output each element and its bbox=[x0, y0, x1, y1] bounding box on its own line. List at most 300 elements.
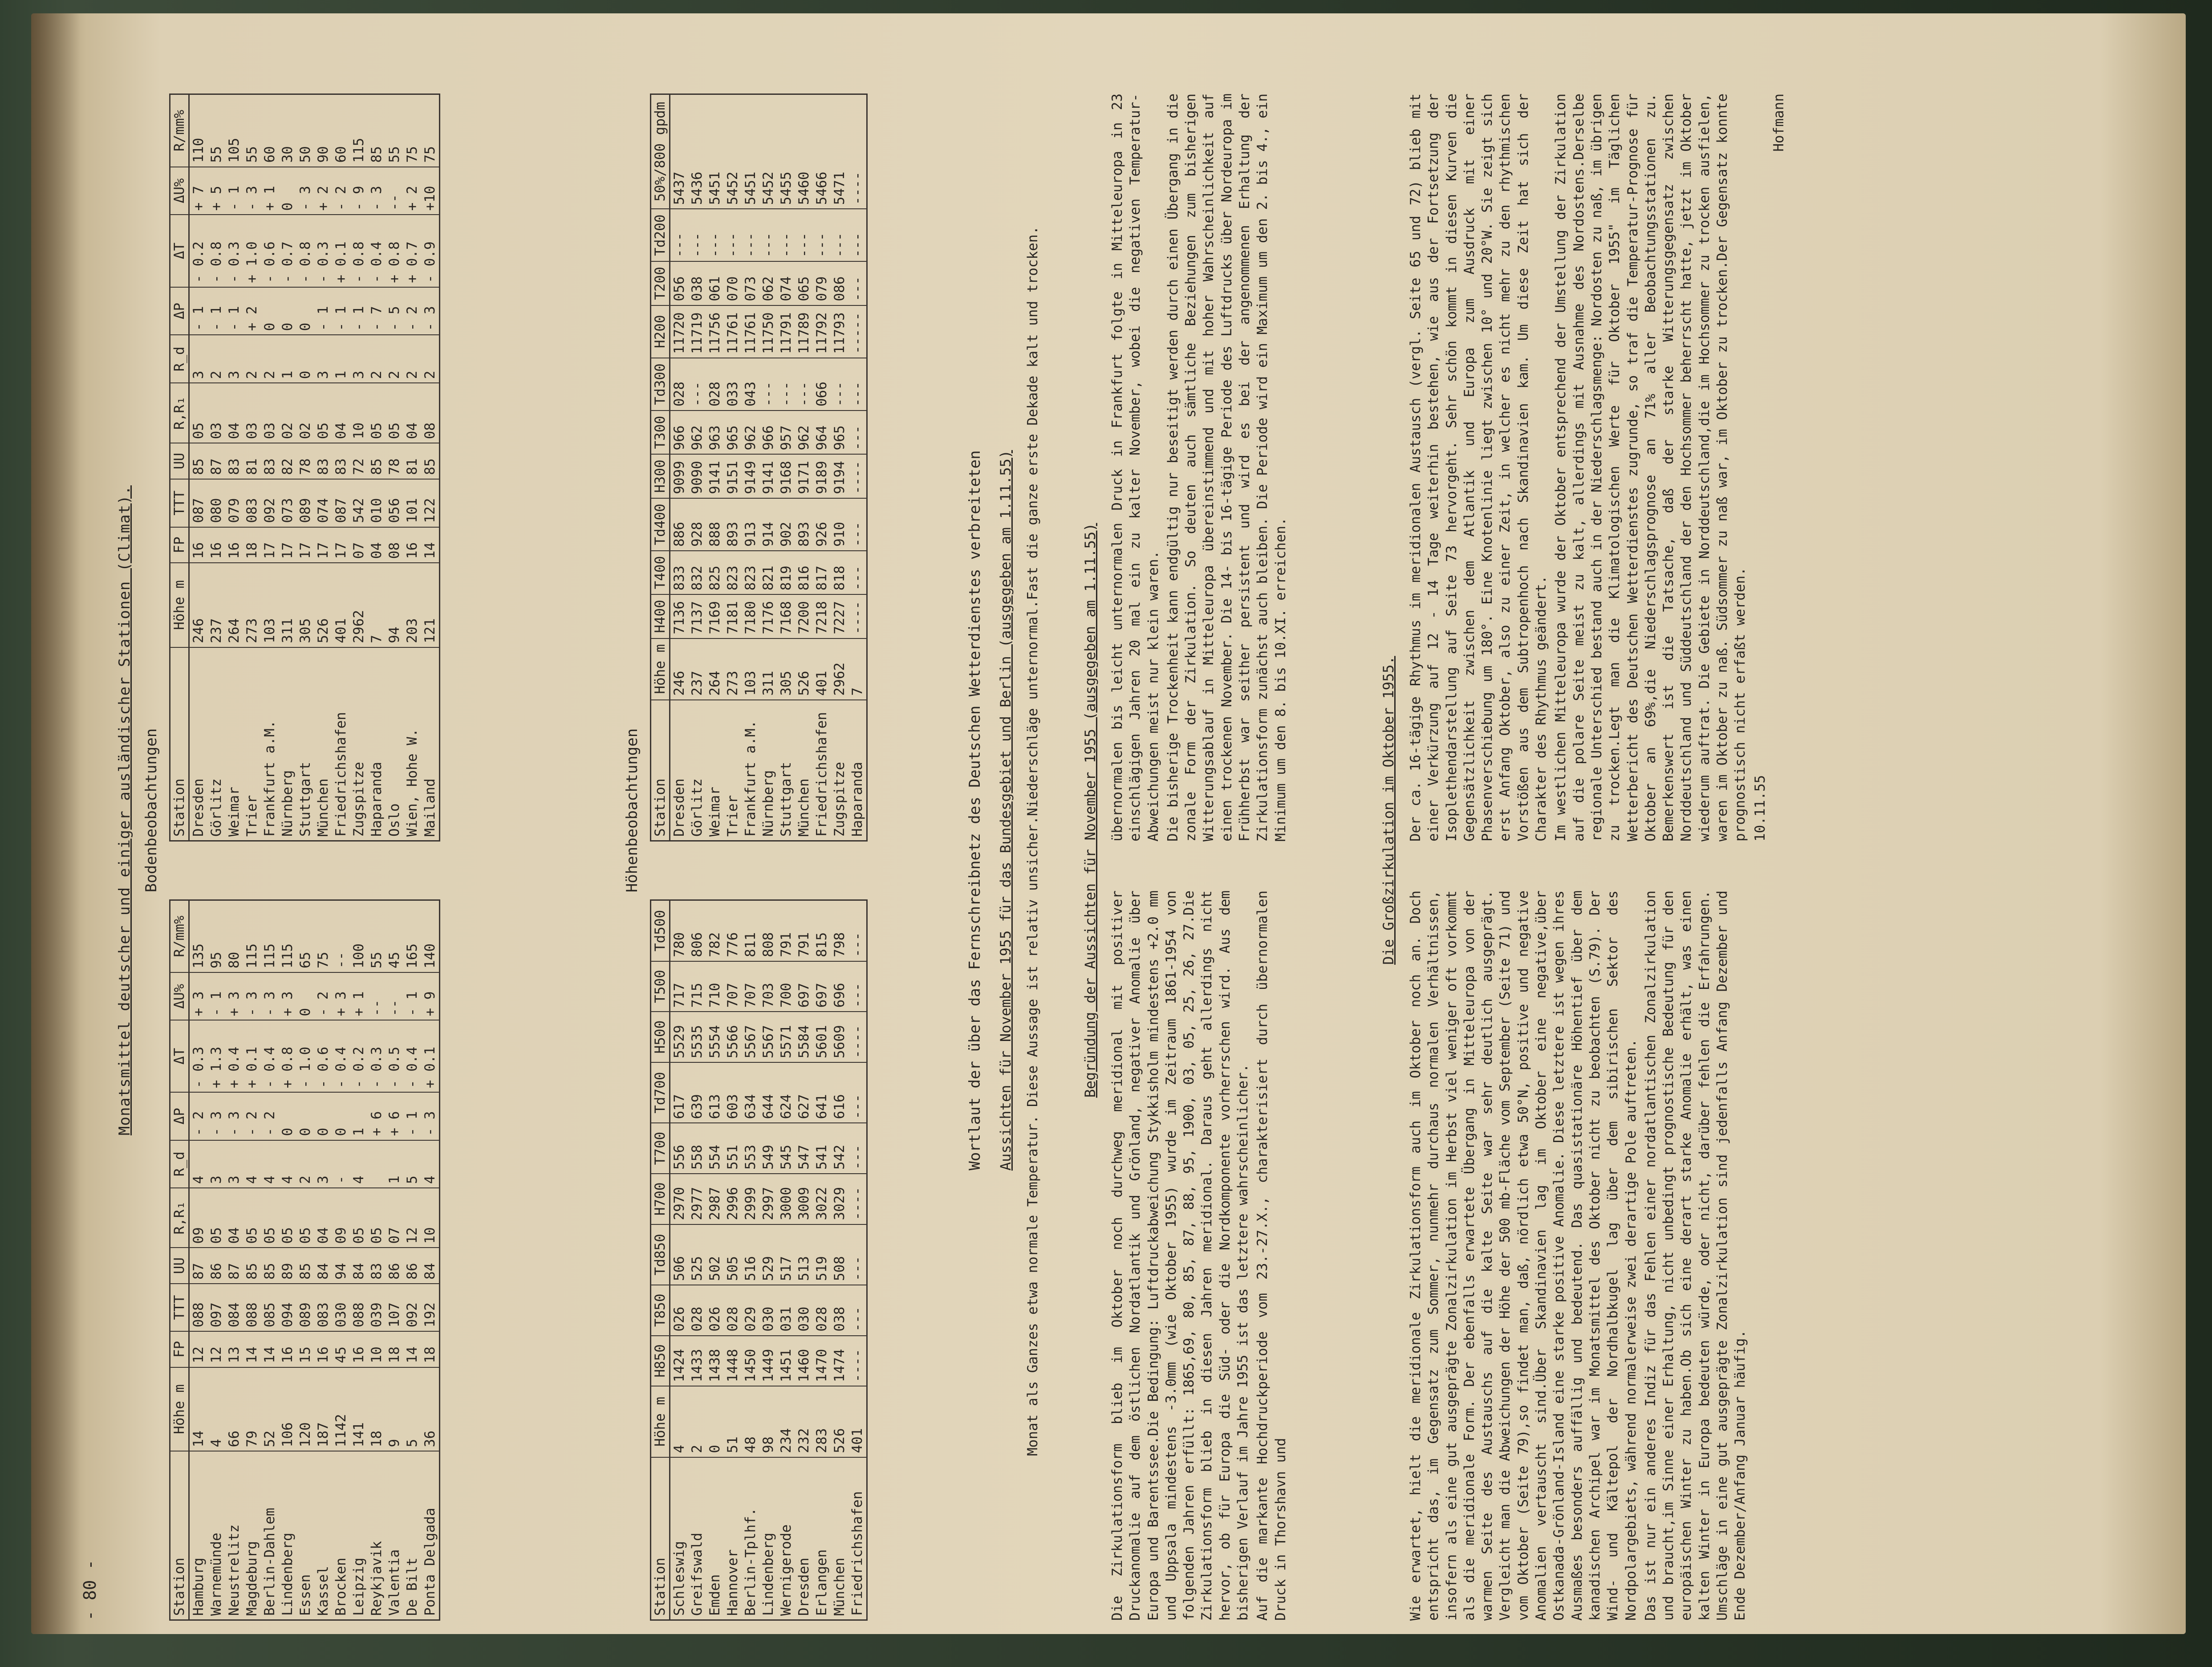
table-cell: 16 bbox=[350, 1331, 368, 1367]
reason-heading: Begründung der Aussichten für November 1955 (ausgegeben am 1.11.55) bbox=[1082, 523, 1099, 1098]
table-cell: 505 bbox=[724, 1224, 742, 1285]
table-cell: 030 bbox=[759, 1285, 777, 1336]
reason-right-column bbox=[1108, 85, 1291, 842]
table-cell: - 0.2 bbox=[350, 1020, 368, 1092]
table-cell: 83 bbox=[368, 1248, 386, 1283]
table-row bbox=[386, 900, 403, 1620]
table-cell: - 3 bbox=[421, 287, 440, 335]
table-cell: 554 bbox=[706, 1123, 724, 1174]
table-cell: - 0.6 bbox=[314, 1020, 332, 1092]
table-cell: Magdeburg bbox=[243, 1451, 261, 1620]
table-cell: 17 bbox=[332, 527, 350, 563]
table-cell: - 9 bbox=[350, 167, 368, 215]
table-cell: 088 bbox=[350, 1284, 368, 1331]
table-row bbox=[368, 94, 386, 841]
table-cell: 85 bbox=[189, 443, 208, 479]
table-cell: 84 bbox=[350, 1248, 368, 1283]
table-row bbox=[332, 900, 350, 1620]
table-cell: 700 bbox=[777, 961, 795, 1012]
table-cell: 1 bbox=[332, 335, 350, 383]
upper-left-header-cell: T500 bbox=[651, 961, 670, 1012]
table-row bbox=[759, 900, 777, 1620]
table-cell: 05 bbox=[261, 1188, 279, 1248]
table-cell: 1450 bbox=[742, 1336, 759, 1386]
table-cell: 305 bbox=[296, 563, 314, 647]
table-cell: 87 bbox=[207, 443, 225, 479]
ground-right-header-cell: R/mm% bbox=[170, 94, 189, 167]
table-cell: 079 bbox=[813, 261, 831, 305]
table-cell: 103 bbox=[742, 638, 759, 700]
table-cell: 264 bbox=[225, 563, 243, 647]
table-cell: 85 bbox=[368, 443, 386, 479]
table-cell: 7136 bbox=[670, 594, 689, 638]
table-cell: 029 bbox=[742, 1285, 759, 1336]
table-cell: 115 bbox=[243, 900, 261, 973]
table-cell: + 3 bbox=[225, 972, 243, 1020]
table-cell: 5535 bbox=[688, 1012, 706, 1062]
table-cell: 7168 bbox=[777, 594, 795, 638]
upper-right-header-cell: H400 bbox=[651, 594, 670, 638]
table-cell: 816 bbox=[795, 551, 813, 594]
table-cell: --- bbox=[759, 209, 777, 261]
table-cell: 120 bbox=[296, 1367, 314, 1452]
ground-right-header-cell: ΔP bbox=[170, 287, 189, 335]
table-cell: 9141 bbox=[759, 454, 777, 498]
upper-left-header-cell: Station bbox=[651, 1457, 670, 1620]
table-cell: 963 bbox=[706, 411, 724, 454]
table-cell: 10 bbox=[350, 383, 368, 443]
table-cell: 17 bbox=[261, 527, 279, 563]
table-cell: 7176 bbox=[759, 594, 777, 638]
table-cell: 11761 bbox=[724, 305, 742, 358]
table-cell: 87 bbox=[225, 1248, 243, 1283]
table-cell: 75 bbox=[421, 94, 440, 167]
table-cell: 101 bbox=[403, 479, 421, 527]
table-cell: --- bbox=[777, 209, 795, 261]
table-cell: 825 bbox=[706, 551, 724, 594]
table-cell: 529 bbox=[759, 1224, 777, 1285]
table-cell: 516 bbox=[742, 1224, 759, 1285]
table-cell: + 3 bbox=[279, 972, 296, 1020]
table-row bbox=[795, 900, 813, 1620]
table-row bbox=[688, 900, 706, 1620]
table-cell: 36 bbox=[421, 1367, 440, 1452]
table-cell: 75 bbox=[403, 94, 421, 167]
table-cell: 0 bbox=[261, 287, 279, 335]
table-cell: 81 bbox=[403, 443, 421, 479]
table-cell: 79 bbox=[243, 1367, 261, 1452]
table-row bbox=[706, 94, 724, 841]
table-cell: -- bbox=[368, 972, 386, 1020]
table-cell: + 0.1 bbox=[332, 215, 350, 287]
table-cell: 553 bbox=[742, 1123, 759, 1174]
table-row bbox=[243, 900, 261, 1620]
table-cell: - 0.8 bbox=[207, 215, 225, 287]
table-cell: 17 bbox=[279, 527, 296, 563]
table-cell: Neustrelitz bbox=[225, 1451, 243, 1620]
table-cell: 75 bbox=[314, 900, 332, 973]
table-cell: 11756 bbox=[706, 305, 724, 358]
table-cell: 808 bbox=[759, 900, 777, 961]
table-cell: + 3 bbox=[332, 972, 350, 1020]
table-row bbox=[670, 900, 689, 1620]
ground-right-header-cell: TTT bbox=[170, 479, 189, 527]
table-cell: 12 bbox=[189, 1331, 208, 1367]
table-cell: 9194 bbox=[831, 454, 848, 498]
table-cell: 95 bbox=[207, 900, 225, 973]
upper-left-header-cell: H700 bbox=[651, 1174, 670, 1224]
table-cell: 083 bbox=[314, 1284, 332, 1331]
table-cell: Kassel bbox=[314, 1451, 332, 1620]
table-cell: --- bbox=[848, 900, 867, 961]
document-page bbox=[31, 13, 2186, 1634]
table-cell: 3 bbox=[314, 1140, 332, 1188]
table-cell: 026 bbox=[670, 1285, 689, 1336]
table-cell: - 2 bbox=[189, 1092, 208, 1140]
table-cell: 18 bbox=[421, 1331, 440, 1367]
table-cell: --- bbox=[848, 261, 867, 305]
ground-right-header-cell: R,R₁ bbox=[170, 383, 189, 443]
table-cell: 78 bbox=[386, 443, 403, 479]
table-cell: 811 bbox=[742, 900, 759, 961]
table-cell: 11793 bbox=[831, 305, 848, 358]
table-cell: 3 bbox=[225, 1140, 243, 1188]
table-cell: - 1 bbox=[332, 287, 350, 335]
table-cell: 541 bbox=[813, 1123, 831, 1174]
table-cell: 1 bbox=[350, 1092, 368, 1140]
table-cell: --- bbox=[848, 1285, 867, 1336]
table-cell: -- bbox=[386, 167, 403, 215]
table-cell: 513 bbox=[795, 1224, 813, 1285]
table-cell: 66 bbox=[225, 1367, 243, 1452]
table-cell: --- bbox=[848, 961, 867, 1012]
table-cell: 823 bbox=[742, 551, 759, 594]
table-cell: 0 bbox=[332, 1092, 350, 1140]
table-cell: Friedrichshafen bbox=[848, 1457, 867, 1620]
table-row bbox=[848, 900, 867, 1620]
table-cell: --- bbox=[688, 209, 706, 261]
table-cell: Haparanda bbox=[368, 647, 386, 841]
table-cell: 1460 bbox=[795, 1336, 813, 1386]
table-cell: 09 bbox=[189, 1188, 208, 1248]
table-cell: ---- bbox=[848, 1012, 867, 1062]
table-cell: 549 bbox=[759, 1123, 777, 1174]
table-cell: 115 bbox=[279, 900, 296, 973]
table-cell: - 2 bbox=[314, 972, 332, 1020]
table-cell: 98 bbox=[759, 1386, 777, 1457]
table-cell: 11789 bbox=[795, 305, 813, 358]
table-cell: Dresden bbox=[795, 1457, 813, 1620]
table-cell: - 2 bbox=[243, 1092, 261, 1140]
table-row bbox=[813, 900, 831, 1620]
table-cell: 121 bbox=[421, 563, 440, 647]
table-row bbox=[279, 900, 296, 1620]
table-cell: 3000 bbox=[777, 1174, 795, 1224]
table-row bbox=[742, 94, 759, 841]
table-row bbox=[225, 900, 243, 1620]
table-cell: 5571 bbox=[777, 1012, 795, 1062]
table-cell: 833 bbox=[670, 551, 689, 594]
table-cell: - 3 bbox=[225, 1092, 243, 1140]
table-cell: Emden bbox=[706, 1457, 724, 1620]
upper-right-header-cell: H200 bbox=[651, 305, 670, 358]
table-cell: 05 bbox=[279, 1188, 296, 1248]
table-cell: 517 bbox=[777, 1224, 795, 1285]
table-cell: 04 bbox=[368, 527, 386, 563]
table-cell: Wien, Hohe W. bbox=[403, 647, 421, 841]
table-cell: 07 bbox=[350, 527, 368, 563]
table-cell: 18 bbox=[243, 527, 261, 563]
table-cell: 07 bbox=[386, 1188, 403, 1248]
table-cell: 103 bbox=[261, 563, 279, 647]
table-cell: 089 bbox=[296, 479, 314, 527]
table-cell: 902 bbox=[777, 498, 795, 551]
table-row bbox=[207, 94, 225, 841]
table-cell: 4 bbox=[261, 1140, 279, 1188]
table-cell: 088 bbox=[189, 1284, 208, 1331]
table-cell: Oslo bbox=[386, 647, 403, 841]
table-cell: 556 bbox=[670, 1123, 689, 1174]
table-cell: Brocken bbox=[332, 1451, 350, 1620]
table-cell: 115 bbox=[261, 900, 279, 973]
table-row bbox=[777, 94, 795, 841]
rotated-content bbox=[49, 31, 2168, 1634]
table-cell: 038 bbox=[688, 261, 706, 305]
table-cell: 52 bbox=[261, 1367, 279, 1452]
ground-right-header-cell: ΔT bbox=[170, 215, 189, 287]
table-cell: 086 bbox=[831, 261, 848, 305]
table-cell: München bbox=[831, 1457, 848, 1620]
table-cell: --- bbox=[848, 209, 867, 261]
table-cell: 106 bbox=[279, 1367, 296, 1452]
table-cell: 3029 bbox=[831, 1174, 848, 1224]
table-cell: 070 bbox=[724, 261, 742, 305]
table-cell: Schleswig bbox=[670, 1457, 689, 1620]
table-cell: 02 bbox=[296, 383, 314, 443]
table-cell: 026 bbox=[706, 1285, 724, 1336]
table-cell: 03 bbox=[243, 383, 261, 443]
table-cell: Zugspitze bbox=[350, 647, 368, 841]
table-cell: München bbox=[795, 700, 813, 841]
table-cell: 080 bbox=[207, 479, 225, 527]
table-cell: - 1 bbox=[314, 287, 332, 335]
table-cell: 074 bbox=[777, 261, 795, 305]
table-cell: 707 bbox=[742, 961, 759, 1012]
table-cell: Berlin-Dahlem bbox=[261, 1451, 279, 1620]
gz-left-para: Wie erwartet, hielt die meridionale Zirkulationsform auch im Oktober noch an. Doch entspricht das, im Gegensatz zum Sommer, nunmehr durchaus normalen Verhältnissen, insofern als eine gut ausgeprägte Zonalzirkulation im Herbst viel weniger oft vorkommt als die meridionale Form. Der ebenfalls erwartete Übergang in Mitteleuropa von der warmen Seite des Austauschs auf die kalte Seite war sehr deutlich ausgeprägt. Vergleicht man die Abweichungen der Höhe der 500 mb-Fläche vom September (Seite 71) und vom Oktober (Seite 79),so findet man, daß, nördlich etwa 50°N, positive und negative Anomalien vertauscht sind.Über Skandinavien lag im Oktober eine negative,über Ostkanada-Grönland-Island eine starke positive Anomalie. Diese letztere ist wegen ihres Ausmaßes besonders auffällig und bedeutend. Das quasistationäre Höhentief über dem kanadischen Archipel war im Monatsmittel des Oktober nicht zu beobachten (S.79). Der Wind- und Kältepol der Nordhalbkugel lag über dem sibirischen Sektor des Nordpolargebiets, während normalerweise zwei derartige Pole auftreten. bbox=[1408, 882, 1639, 1621]
gz-right-column bbox=[1407, 85, 1787, 842]
table-cell: 14 bbox=[261, 1331, 279, 1367]
table-cell: 033 bbox=[724, 358, 742, 411]
table-cell: - 0.6 bbox=[261, 215, 279, 287]
reason-right-para: übernormalen bis leicht unternormalen Druck in Frankfurt folgte in Mitteleuropa in 23 einschlägigen Jahren 20 mal ein zu kalter November, wobei die negativen Temperatur-Abweichungen meist nur klein waren. bbox=[1109, 85, 1161, 842]
table-cell: 08 bbox=[421, 383, 440, 443]
table-cell: 547 bbox=[795, 1123, 813, 1174]
table-cell: 066 bbox=[813, 358, 831, 411]
table-cell: 86 bbox=[386, 1248, 403, 1283]
table-cell: 05 bbox=[189, 383, 208, 443]
table-cell: 50 bbox=[296, 94, 314, 167]
table-cell: 11791 bbox=[777, 305, 795, 358]
table-cell: 16 bbox=[225, 527, 243, 563]
table-cell: 45 bbox=[386, 900, 403, 973]
table-cell: - 0.4 bbox=[368, 215, 386, 287]
table-cell: 791 bbox=[777, 900, 795, 961]
table-cell: Hamburg bbox=[189, 1451, 208, 1620]
table-cell: 401 bbox=[813, 638, 831, 700]
table-cell: 12 bbox=[403, 1188, 421, 1248]
table-cell: 031 bbox=[777, 1285, 795, 1336]
table-cell: 140 bbox=[421, 900, 440, 973]
table-row bbox=[189, 94, 208, 841]
table-cell: --- bbox=[848, 411, 867, 454]
table-cell: 3009 bbox=[795, 1174, 813, 1224]
table-cell: 2962 bbox=[831, 638, 848, 700]
table-cell: 4 bbox=[421, 1140, 440, 1188]
table-cell: 502 bbox=[706, 1224, 724, 1285]
table-cell: - 3 bbox=[243, 167, 261, 215]
table-cell: 85 bbox=[368, 94, 386, 167]
ground-table-right bbox=[169, 94, 440, 842]
signature: Hofmann bbox=[1770, 94, 1787, 152]
table-cell: 624 bbox=[777, 1062, 795, 1123]
table-cell: München bbox=[314, 647, 332, 841]
table-cell: + 1 bbox=[350, 972, 368, 1020]
ground-left-header-cell: ΔT bbox=[170, 1020, 189, 1092]
table-cell: - 0.3 bbox=[368, 1020, 386, 1092]
table-cell: 2 bbox=[403, 335, 421, 383]
ground-left-header-cell: TTT bbox=[170, 1284, 189, 1331]
table-cell: 84 bbox=[314, 1248, 332, 1283]
table-row bbox=[759, 94, 777, 841]
table-cell: 1 bbox=[386, 1140, 403, 1188]
ground-right-header-cell: Station bbox=[170, 647, 189, 841]
table-cell: ---- bbox=[848, 94, 867, 209]
table-cell: 094 bbox=[279, 1284, 296, 1331]
table-cell: 914 bbox=[759, 498, 777, 551]
table-cell: - 5 bbox=[386, 287, 403, 335]
table-cell: 617 bbox=[670, 1062, 689, 1123]
table-cell: 14 bbox=[189, 1367, 208, 1452]
table-cell: 5567 bbox=[742, 1012, 759, 1062]
table-cell: 893 bbox=[795, 498, 813, 551]
table-cell: ----- bbox=[848, 305, 867, 358]
table-cell: 957 bbox=[777, 411, 795, 454]
table-cell: 815 bbox=[813, 900, 831, 961]
table-row bbox=[724, 94, 742, 841]
table-cell: --- bbox=[813, 209, 831, 261]
table-cell: 5436 bbox=[688, 94, 706, 209]
table-cell: - 0.8 bbox=[350, 215, 368, 287]
ground-left-header-cell: ΔP bbox=[170, 1092, 189, 1140]
table-cell: 16 bbox=[189, 527, 208, 563]
table-cell: 2962 bbox=[350, 563, 368, 647]
gz-right-para: Im westlichen Mitteleuropa wurde der Oktober entsprechend der Umstellung der Zirkulation auf die polare Seite meist zu kalt, allerdings mit Ausnahme des Nordostens.Derselbe regionale Unterschied bestand auch in der Niederschlagsmenge: Nordosten zu naß, im übrigen zu trocken.Legt man die Klimatologischen Werte für Oktober 1955" im Täglichen Wetterbericht des Deutschen Wetterdienstes zugrunde, so traf die Temperatur-Prognose für Oktober an 69%,die Niederschlagsprognose an 71% aller Beobachtungsstationen zu. Bemerkenswert ist die Tatsache, daß der starke Witterungsgegensatz zwischen Norddeutschland und Süddeutschland der den Hochsommer beherrscht hatte, jetzt im Oktober wiederum auftrat. Die Gebiete in Norddeutschland,die im Hochsommer zu trocken ausfielen, waren im Oktober zu naß. Südsommer zu naß war, im Oktober zu trocken.Der Gegensatz konnte prognostisch nicht erfaßt werden. bbox=[1553, 85, 1749, 842]
table-cell: 097 bbox=[207, 1284, 225, 1331]
ground-left-header-cell: Station bbox=[170, 1451, 189, 1620]
table-cell: 5437 bbox=[670, 94, 689, 209]
table-cell: 55 bbox=[386, 94, 403, 167]
table-cell: --- bbox=[724, 209, 742, 261]
table-cell: 45 bbox=[332, 1331, 350, 1367]
table-cell: 0 bbox=[314, 1092, 332, 1140]
table-cell: 644 bbox=[759, 1062, 777, 1123]
table-cell: 028 bbox=[670, 358, 689, 411]
ground-left-header-cell: ΔU% bbox=[170, 972, 189, 1020]
table-cell: 4 bbox=[207, 1367, 225, 1452]
table-cell: 966 bbox=[759, 411, 777, 454]
table-cell: 12 bbox=[207, 1331, 225, 1367]
gz-left-para: Das ist nur ein anderes Indiz für das Fehlen einer nordatlantischen Zonalzirkulation und braucht,im Sinne einer Erhaltung, nicht unbedingt prognostische Bedeutung für den europäischen Winter zu haben.Ob sich eine derart starke Anomalie erhält, was einen kalten Winter in Europa bedeuten würde, oder nicht, darüber fehlen die Erfahrungen. Umschläge in eine gut ausgeprägte Zonalzirkulation sind jedenfalls Anfang Dezember und Ende Dezember/Anfang Januar häufig. bbox=[1642, 882, 1749, 1621]
table-cell: + 6 bbox=[386, 1092, 403, 1140]
table-cell: 246 bbox=[189, 563, 208, 647]
table-cell: 073 bbox=[742, 261, 759, 305]
table-cell: 60 bbox=[332, 94, 350, 167]
table-row bbox=[421, 94, 440, 841]
table-cell: 1424 bbox=[670, 1336, 689, 1386]
table-cell: 0 bbox=[279, 167, 296, 215]
ground-left-header-cell: Höhe m bbox=[170, 1367, 189, 1452]
table-cell: 5609 bbox=[831, 1012, 848, 1062]
table-cell: 55 bbox=[243, 94, 261, 167]
table-cell: Dresden bbox=[189, 647, 208, 841]
forecast-intro: Wortlaut der über das Fernschreibnetz des Deutschen Wetterdienstes verbreiteten bbox=[966, 450, 984, 1171]
table-row bbox=[350, 900, 368, 1620]
table-cell: 3 bbox=[314, 335, 332, 383]
table-cell: 926 bbox=[813, 498, 831, 551]
table-cell: Berlin-Tplhf. bbox=[742, 1457, 759, 1620]
table-cell: 7180 bbox=[742, 594, 759, 638]
table-cell: 273 bbox=[724, 638, 742, 700]
table-cell: 542 bbox=[350, 479, 368, 527]
table-cell: 04 bbox=[332, 383, 350, 443]
table-cell: Erlangen bbox=[813, 1457, 831, 1620]
table-cell: 105 bbox=[225, 94, 243, 167]
table-cell: 311 bbox=[279, 563, 296, 647]
table-cell: 7137 bbox=[688, 594, 706, 638]
table-cell: -- bbox=[332, 900, 350, 973]
table-cell: + 0.4 bbox=[225, 1020, 243, 1092]
table-cell: 0 bbox=[279, 287, 296, 335]
table-cell: 888 bbox=[706, 498, 724, 551]
gz-right-para: Der ca. 16-tägige Rhythmus im meridionalen Austausch (vergl. Seite 65 und 72) blieb mit einer Verkürzung auf 12 - 14 Tage weiterhin bestehen, wie aus der Fortsetzung der Isoplethendarstellung auf Seite 73 hervorgeht. Sehr schön kommt in diesen Kurven die Gegensätzlichkeit zwischen dem Atlantik und Europa zum Ausdruck mit einer Phasenverschiebung um 180°. Eine Knotenlinie liegt zwischen 10° und 20°W. Sie zeigt sich erst Anfang Oktober, also zu einer Zeit, in welcher es nicht mehr zu den rhythmischen Vorstößen aus dem Subtropenhoch nach Skandinavien kam. Um diese Zeit hat sich der Charakter des Rhythmus geändert. bbox=[1408, 85, 1550, 842]
table-cell: --- bbox=[742, 209, 759, 261]
table-cell: 04 bbox=[403, 383, 421, 443]
upper-section-title: Höhenbeobachtungen bbox=[623, 728, 641, 893]
table-cell: 0 bbox=[296, 1092, 314, 1140]
table-cell: 613 bbox=[706, 1062, 724, 1123]
table-cell: - 0.4 bbox=[261, 1020, 279, 1092]
table-cell: - 3 bbox=[296, 167, 314, 215]
table-cell: 48 bbox=[742, 1386, 759, 1457]
table-row bbox=[225, 94, 243, 841]
table-cell: 85 bbox=[243, 1248, 261, 1283]
table-cell: --- bbox=[831, 209, 848, 261]
table-cell bbox=[368, 1140, 386, 1188]
table-cell: 5601 bbox=[813, 1012, 831, 1062]
table-cell: 264 bbox=[706, 638, 724, 700]
table-cell: 94 bbox=[386, 563, 403, 647]
table-cell: 16 bbox=[279, 1331, 296, 1367]
table-cell: Görlitz bbox=[207, 647, 225, 841]
table-cell: 72 bbox=[350, 443, 368, 479]
table-cell: --- bbox=[848, 1123, 867, 1174]
table-cell: 519 bbox=[813, 1224, 831, 1285]
reason-left-para: Die Zirkulationsform blieb im Oktober noch durchweg meridional mit positiver Druckanomalie auf dem östlichen Nordatlantik und Grönland, negativer Anomalie über Europa und Barentssee.Die Bedingung: Luftdruckabweichung Stykkisholm mindestens +2.0 mm und Uppsala mindestens -3.0mm (wie Oktober 1955) wurde im Zeitraum 1861-1954 von folgenden Jahren erfüllt: 1865,69, 80, 85, 87, 88, 95, 1900, 03, 05, 25, 26, 27.Die Zirkulationsform blieb in diesen Jahren meridional. Daraus geht allerdings nicht hervor, ob für Europa die Süd- oder die Nordkomponente vorherrschen wird. Aus dem bisherigen Verlauf im Jahre 1955 ist das letztere wahrscheinlicher. bbox=[1109, 882, 1251, 1621]
table-cell: --- bbox=[848, 498, 867, 551]
table-cell: 966 bbox=[670, 411, 689, 454]
table-row bbox=[207, 900, 225, 1620]
